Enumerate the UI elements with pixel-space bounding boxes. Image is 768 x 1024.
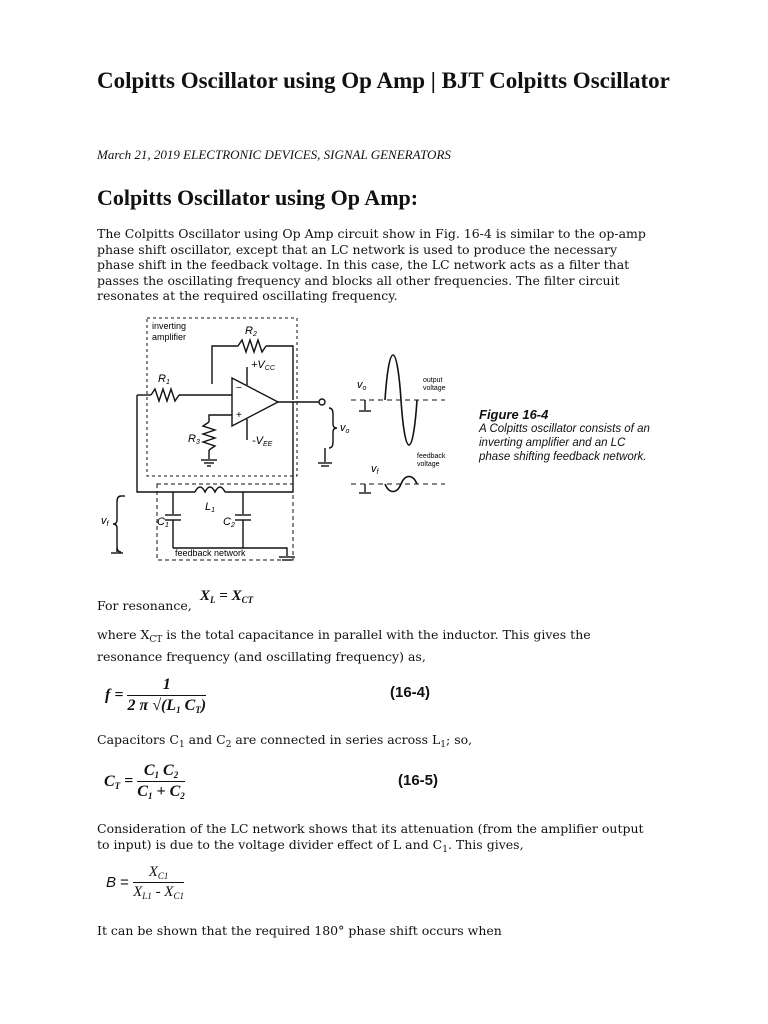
r3-label: R3 — [188, 433, 200, 446]
post-meta: March 21, 2019 ELECTRONIC DEVICES, SIGNAL GENERATORS — [97, 147, 451, 162]
vf-label: vf — [101, 515, 109, 528]
r2-label: R2 — [245, 325, 257, 338]
vcc-label: +VCC — [251, 359, 275, 372]
phase-shift-paragraph: It can be shown that the required 180° phase shift occurs when — [97, 923, 502, 938]
c1-label: C1 — [157, 516, 169, 529]
capacitors-paragraph: Capacitors $C_1$ and $C_2$ are connected in series across $L_1$; so, — [97, 732, 473, 750]
vo-label: vo — [340, 422, 350, 435]
where-paragraph: where $X_{CT}$ is the total capacitance in parallel with the inductor. This gives the resonance frequency (and oscillating frequency) as, — [97, 627, 591, 664]
intro-paragraph: The Colpitts Oscillator using Op Amp circuit show in Fig. 16-4 is similar to the op-amp phase shift oscillator, except that an LC network is used to produce the necessary phase shift in the feedback voltage. In this case, the LC network acts as a filter that passes the oscillating frequency and blocks all other frequencies. The filter circuit resonates at the required oscillating frequency. — [97, 226, 646, 303]
vee-label: -VEE — [252, 435, 273, 448]
feedback-network-label: feedback network — [175, 548, 246, 558]
waveform-vo-label: vo — [357, 379, 367, 392]
article-title: Colpitts Oscillator using Op Amp | BJT Colpitts Oscillator — [97, 68, 670, 93]
l1-label: L1 — [205, 501, 216, 514]
resonance-lead: For resonance, — [97, 598, 192, 613]
section-heading: Colpitts Oscillator using Op Amp: — [97, 185, 419, 210]
feedback-voltage-label-1: feedback — [417, 453, 446, 460]
feedback-voltage-label-2: voltage — [417, 461, 440, 468]
waveform-vf-label: vf — [371, 463, 379, 476]
figure-caption-title: Figure 16-4 — [479, 407, 549, 422]
equation-number-16-5: (16-5) — [398, 772, 439, 789]
resonance-equation: $X_L = X_{CT}$ — [200, 588, 254, 605]
inverting-label: inverting — [152, 321, 187, 331]
ct-equation: $C_T$ = $\frac{C_1 C_2}{C_1 + C_2}$ — [104, 762, 185, 801]
r1-label: R1 — [158, 373, 170, 386]
figure-caption-text: A Colpitts oscillator consists of an inverting amplifier and an LC phase shifting feedback network. — [479, 423, 650, 463]
figure-caption — [479, 407, 659, 464]
opamp-plus-label: + — [236, 410, 242, 421]
attenuation-equation: B = $\frac{X_{C1}}{X_{L1} - X_{C1}}$ — [106, 864, 184, 901]
consideration-paragraph: Consideration of the LC network shows that its attenuation (from the amplifier output to input) is due to the voltage divider effect of L and $C_1$. This gives, — [97, 821, 644, 855]
output-voltage-label-2: voltage — [423, 385, 446, 392]
c2-label: C2 — [223, 516, 235, 529]
output-voltage-label-1: output — [423, 377, 443, 384]
amplifier-label: amplifier — [152, 332, 187, 342]
frequency-equation: f = $\frac{1}{2 \pi √(L_1 C_T)}$ — [105, 676, 207, 715]
equation-number-16-4: (16-4) — [390, 684, 431, 701]
opamp-minus-label: − — [236, 383, 242, 394]
